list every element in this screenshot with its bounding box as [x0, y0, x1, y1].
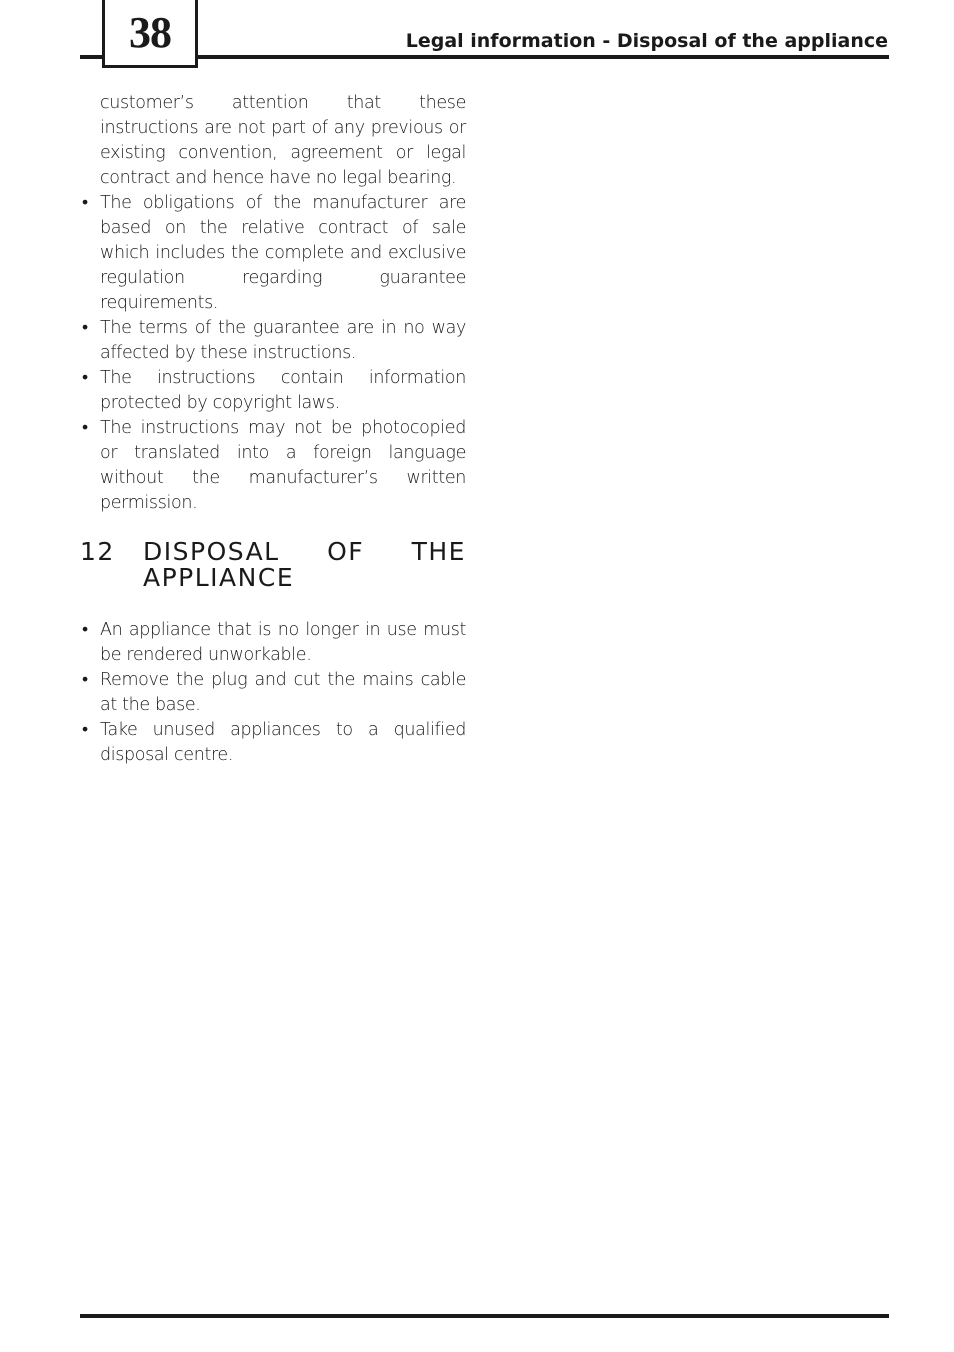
list-item: [80, 316, 466, 366]
page-number: 38: [129, 7, 171, 57]
list-item: [80, 718, 466, 768]
footer-rule: [80, 1314, 889, 1318]
legal-bullet-list: [80, 191, 466, 516]
intro-paragraph: customer’s attention that these instructions are not part of any previous or existing convention, agreement or legal contract and hence have no legal bearing.: [100, 93, 466, 188]
list-item-text: The instructions may not be photocopied or translated into a foreign language without the manufacturer’s written permission.: [100, 418, 466, 513]
section-title: [143, 539, 466, 591]
section-title-word: DISPOSAL: [143, 537, 280, 566]
bullet-icon: •: [82, 318, 88, 338]
section-title-line-2: APPLIANCE: [143, 563, 295, 592]
list-item-text: Remove the plug and cut the mains cable at the base.: [100, 670, 466, 715]
bullet-icon: •: [82, 193, 88, 213]
list-item: [80, 668, 466, 718]
header-title: Legal information - Disposal of the appliance: [405, 30, 888, 52]
list-item: [80, 366, 466, 416]
section-title-line-1: [143, 539, 466, 565]
page-number-box: [102, 0, 198, 68]
list-item: [80, 416, 466, 516]
text-column: [80, 91, 466, 768]
bullet-icon: •: [82, 720, 88, 740]
list-item: [80, 618, 466, 668]
bullet-icon: •: [82, 670, 88, 690]
section-title-word: OF: [327, 537, 365, 566]
section-number: 12: [80, 537, 115, 566]
list-item-text: The obligations of the manufacturer are based on the relative contract of sale which includes the complete and exclusive regulation regarding guarantee requirements.: [100, 193, 466, 313]
bullet-icon: •: [82, 620, 88, 640]
list-item-text: An appliance that is no longer in use must be rendered unworkable.: [100, 620, 466, 665]
section-title-word: THE: [411, 537, 466, 566]
list-item-text: The terms of the guarantee are in no way affected by these instructions.: [100, 318, 466, 363]
bullet-icon: •: [82, 368, 88, 388]
list-item-text: The instructions contain information protected by copyright laws.: [100, 368, 466, 413]
header-rule: [80, 55, 889, 59]
disposal-bullet-list: [80, 618, 466, 768]
section-heading: [80, 539, 466, 591]
list-item-text: Take unused appliances to a qualified disposal centre.: [100, 720, 466, 765]
bullet-icon: •: [82, 418, 88, 438]
list-item: [80, 191, 466, 316]
